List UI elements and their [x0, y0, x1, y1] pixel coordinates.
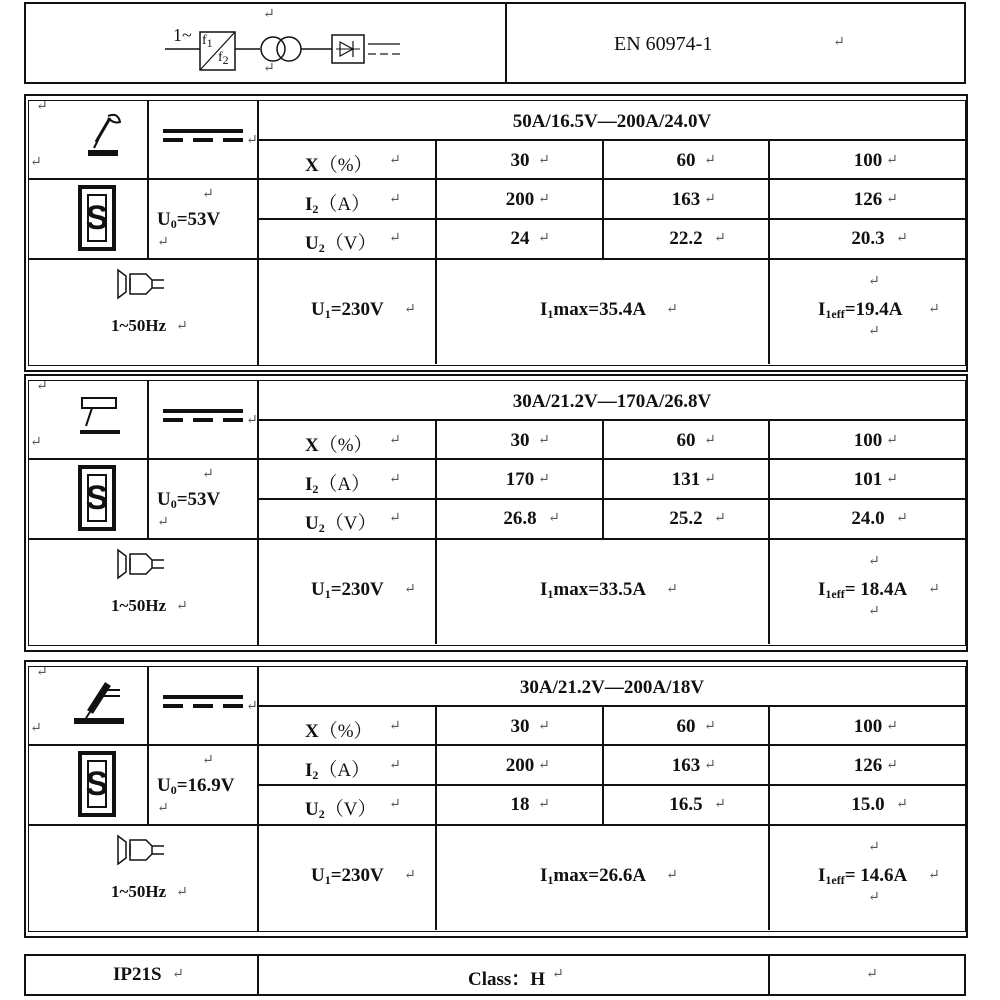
return-mark: ↵ [538, 231, 550, 246]
input-voltage: $U_1=230V$ [311, 579, 384, 601]
freq-f2-label: $f_2$ [218, 50, 229, 67]
supply-label: 1~ [173, 25, 192, 45]
current-voltage-range: 50A/16.5V—200A/24.0V [512, 111, 712, 132]
return-mark: ↵ [389, 153, 401, 168]
value-cell: 126 [853, 755, 883, 776]
welding-process-icon [68, 110, 128, 165]
return-mark: ↵ [176, 885, 188, 900]
value-cell: 16.5 [669, 794, 703, 815]
return-mark: ↵ [389, 192, 401, 207]
freq-f1-label: $f_1$ [202, 33, 213, 50]
value-cell: 200 [505, 755, 535, 776]
return-mark: ↵ [538, 719, 550, 734]
return-mark: ↵ [176, 599, 188, 614]
max-input-current: $I_1\max=33.5A$ [540, 579, 647, 601]
row-line [28, 258, 966, 260]
return-mark: ↵ [666, 582, 678, 597]
return-mark: ↵ [868, 324, 880, 339]
col-line [768, 139, 770, 364]
s-safety-symbol: S [78, 185, 116, 251]
effective-input-current: $I_{1eff}= 18.4A$ [818, 579, 908, 601]
return-mark: ↵ [714, 231, 726, 246]
footer-divider [257, 954, 259, 996]
col-line [435, 705, 437, 930]
no-load-voltage: $U_0=16.9V$ [157, 775, 235, 797]
col-line [147, 100, 149, 259]
row-line [258, 139, 966, 141]
return-mark: ↵ [36, 379, 48, 394]
return-mark: ↵ [202, 467, 214, 482]
mains-plug-icon [112, 268, 172, 305]
no-load-voltage: $U_0=53V$ [157, 209, 221, 231]
output-voltage-label: $U_2(V)$ [305, 799, 377, 821]
duty-cycle-label: X（%） [305, 435, 373, 456]
return-mark: ↵ [404, 582, 416, 597]
row-line [258, 784, 966, 786]
col-line [602, 705, 604, 825]
return-mark: ↵ [886, 433, 898, 448]
return-mark: ↵ [538, 153, 550, 168]
return-mark: ↵ [928, 582, 940, 597]
value-cell: 25.2 [669, 508, 703, 529]
value-cell: 20.3 [851, 228, 885, 249]
return-mark: ↵ [389, 719, 401, 734]
return-mark: ↵ [704, 192, 716, 207]
output-voltage-label: $U_2(V)$ [305, 513, 377, 535]
row-line [28, 744, 966, 746]
return-mark: ↵ [714, 511, 726, 526]
effective-input-current: $I_{1eff}= 14.6A$ [818, 865, 908, 887]
return-mark: ↵ [404, 868, 416, 883]
return-mark: ↵ [538, 192, 550, 207]
return-mark: ↵ [896, 511, 908, 526]
row-line [258, 419, 966, 421]
return-mark: ↵ [886, 472, 898, 487]
value-cell: 24 [510, 228, 530, 249]
value-cell: 24.0 [851, 508, 885, 529]
col-line [435, 139, 437, 364]
return-mark: ↵ [704, 433, 716, 448]
value-cell: 163 [671, 755, 701, 776]
return-mark: ↵ [538, 797, 550, 812]
return-mark: ↵ [30, 435, 42, 450]
return-mark: ↵ [246, 413, 258, 428]
value-cell: 26.8 [503, 508, 537, 529]
return-mark: ↵ [538, 758, 550, 773]
row-line [28, 178, 966, 180]
return-mark: ↵ [157, 801, 169, 816]
return-mark: ↵ [833, 35, 845, 50]
col-line [602, 419, 604, 539]
col-line [768, 419, 770, 644]
input-voltage: $U_1=230V$ [311, 865, 384, 887]
value-cell: 18 [510, 794, 530, 815]
value-cell: 22.2 [669, 228, 703, 249]
col-line [768, 705, 770, 930]
standard-label: EN 60974-1 [614, 33, 713, 55]
row-line [258, 498, 966, 500]
return-mark: ↵ [389, 758, 401, 773]
return-mark: ↵ [666, 302, 678, 317]
value-cell: 30 [510, 430, 530, 451]
return-mark: ↵ [886, 719, 898, 734]
return-mark: ↵ [868, 840, 880, 855]
value-cell: 100 [853, 716, 883, 737]
current-voltage-range: 30A/21.2V—170A/26.8V [512, 391, 712, 412]
value-cell: 60 [676, 716, 696, 737]
return-mark: ↵ [928, 302, 940, 317]
row-line [28, 824, 966, 826]
value-cell: 60 [676, 430, 696, 451]
return-mark: ↵ [866, 967, 878, 982]
max-input-current: $I_1\max=35.4A$ [540, 299, 647, 321]
value-cell: 30 [510, 716, 530, 737]
return-mark: ↵ [868, 890, 880, 905]
row-line [28, 458, 966, 460]
return-mark: ↵ [157, 515, 169, 530]
return-mark: ↵ [389, 472, 401, 487]
no-load-voltage: $U_0=53V$ [157, 489, 221, 511]
input-voltage: $U_1=230V$ [311, 299, 384, 321]
power-source-schematic-icon [160, 14, 410, 74]
return-mark: ↵ [704, 719, 716, 734]
return-mark: ↵ [389, 433, 401, 448]
return-mark: ↵ [176, 319, 188, 334]
return-mark: ↵ [868, 604, 880, 619]
mains-plug-icon [112, 548, 172, 585]
return-mark: ↵ [538, 433, 550, 448]
return-mark: ↵ [666, 868, 678, 883]
return-mark: ↵ [886, 153, 898, 168]
return-mark: ↵ [886, 758, 898, 773]
value-cell: 163 [671, 189, 701, 210]
row-line [28, 538, 966, 540]
col-line [147, 666, 149, 825]
return-mark: ↵ [868, 554, 880, 569]
row-line [258, 218, 966, 220]
return-mark: ↵ [36, 665, 48, 680]
return-mark: ↵ [246, 699, 258, 714]
return-mark: ↵ [263, 61, 275, 76]
value-cell: 100 [853, 150, 883, 171]
value-cell: 101 [853, 469, 883, 490]
return-mark: ↵ [202, 753, 214, 768]
s-safety-symbol: S [78, 465, 116, 531]
dc-current-icon [163, 692, 245, 712]
return-mark: ↵ [704, 758, 716, 773]
value-cell: 60 [676, 150, 696, 171]
duty-cycle-label: X（%） [305, 721, 373, 742]
return-mark: ↵ [246, 133, 258, 148]
return-mark: ↵ [202, 187, 214, 202]
output-voltage-label: $U_2(V)$ [305, 233, 377, 255]
output-current-label: $I_2(A)$ [305, 474, 371, 496]
dc-current-icon [163, 126, 245, 146]
return-mark: ↵ [389, 231, 401, 246]
header-divider [505, 2, 507, 84]
return-mark: ↵ [389, 511, 401, 526]
value-cell: 30 [510, 150, 530, 171]
value-cell: 126 [853, 189, 883, 210]
return-mark: ↵ [886, 192, 898, 207]
return-mark: ↵ [714, 797, 726, 812]
col-line [602, 139, 604, 259]
return-mark: ↵ [552, 967, 564, 982]
col-line [435, 419, 437, 644]
effective-input-current: $I_{1eff}=19.4A$ [818, 299, 903, 321]
s-safety-symbol: S [78, 751, 116, 817]
return-mark: ↵ [404, 302, 416, 317]
return-mark: ↵ [704, 472, 716, 487]
return-mark: ↵ [30, 155, 42, 170]
return-mark: ↵ [36, 99, 48, 114]
value-cell: 170 [505, 469, 535, 490]
return-mark: ↵ [896, 231, 908, 246]
return-mark: ↵ [548, 511, 560, 526]
output-current-label: $I_2(A)$ [305, 760, 371, 782]
mains-plug-icon [112, 834, 172, 871]
return-mark: ↵ [389, 797, 401, 812]
value-cell: 100 [853, 430, 883, 451]
ip-rating: IP21S [113, 964, 162, 985]
footer-divider [768, 954, 770, 996]
return-mark: ↵ [928, 868, 940, 883]
return-mark: ↵ [30, 721, 42, 736]
value-cell: 200 [505, 189, 535, 210]
supply-frequency: 1~50Hz [111, 316, 167, 335]
supply-frequency: 1~50Hz [111, 882, 167, 901]
return-mark: ↵ [157, 235, 169, 250]
welding-process-icon [68, 390, 128, 445]
return-mark: ↵ [896, 797, 908, 812]
col-line [147, 380, 149, 539]
row-line [258, 705, 966, 707]
return-mark: ↵ [538, 472, 550, 487]
return-mark: ↵ [868, 274, 880, 289]
dc-current-icon [163, 406, 245, 426]
return-mark: ↵ [704, 153, 716, 168]
value-cell: 131 [671, 469, 701, 490]
return-mark: ↵ [263, 7, 275, 22]
output-current-label: $I_2(A)$ [305, 194, 371, 216]
current-voltage-range: 30A/21.2V—200A/18V [519, 677, 705, 698]
max-input-current: $I_1\max=26.6A$ [540, 865, 647, 887]
supply-frequency: 1~50Hz [111, 596, 167, 615]
duty-cycle-label: X（%） [305, 155, 373, 176]
insulation-class: Class：H [468, 969, 546, 990]
welding-process-icon [68, 676, 128, 731]
value-cell: 15.0 [851, 794, 885, 815]
return-mark: ↵ [172, 967, 184, 982]
